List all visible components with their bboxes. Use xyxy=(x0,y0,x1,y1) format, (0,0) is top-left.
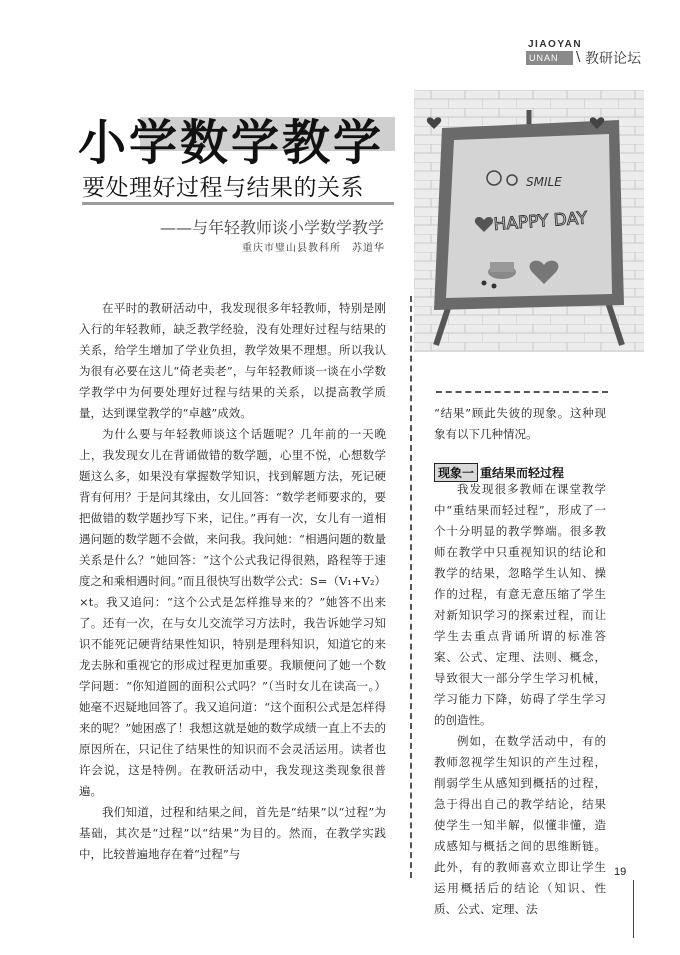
article-subtitle: ——与年轻教师谈小学数学教学 xyxy=(160,218,385,237)
section-tag: 现象一 xyxy=(434,463,478,482)
section-heading xyxy=(434,463,564,482)
header-brand-box: UNAN xyxy=(526,51,573,65)
happy-day-text: HAPPY DAY xyxy=(492,208,588,235)
column-divider xyxy=(410,296,412,878)
page-number: 19 xyxy=(614,866,627,878)
section-title: 重结果而轻过程 xyxy=(480,466,565,480)
paragraph: 在平时的教研活动中，我发现很多年轻教师，特别是刚入行的年轻教师，缺乏教学经验，没有处理好过程与结果的关系，给学生增加了学业负担，教学效果不理想。所以我认为很有必要在这儿“倚老卖老”，与年轻教师谈一谈在小学数学教学中为何要处理好过程与结果的关系，以提高教学质量，达到课堂教学的“卓越”成效。 xyxy=(79,301,386,420)
paragraph: 我们知道，过程和结果之间，首先是“结果”以“过程”为基础，其次是“过程”以“结果”为目的。然而，在教学实践中，比较普遍地存在着“过程”与 xyxy=(79,805,386,861)
dot-icon xyxy=(492,284,497,289)
header-brand-en: JIAOYAN xyxy=(528,39,583,50)
header-section-title: 教研论坛 xyxy=(585,51,641,67)
column-top-rule xyxy=(436,391,608,393)
page-number-rule xyxy=(633,880,634,938)
smile-text: SMILE xyxy=(526,175,562,189)
cake-icon xyxy=(490,262,514,272)
column-left xyxy=(79,298,386,865)
article-title: 小学数学教学 xyxy=(78,115,385,171)
title-underline xyxy=(82,202,394,205)
paragraph: “结果”顾此失彼的现象。这种现象有以下几种情况。 xyxy=(434,406,606,441)
paragraph: 例如，在数学活动中，有的教师忽视学生知识的产生过程，削弱学生从感知到概括的过程，急于得出自己的教学结论，结果使学生一知半解，似懂非懂，造成感知与概括之间的思维断链。此外，有的教师喜欢立即让学生运用概括后的结论（知识、性质、公式、定理、法 xyxy=(434,734,606,916)
article-author: 重庆市璧山县教科所 苏道华 xyxy=(242,243,385,254)
header-separator: \ xyxy=(576,50,581,65)
dot-icon xyxy=(482,281,487,286)
paragraph: 我发现很多教师在课堂教学中“重结果而轻过程”，形成了一个十分明显的教学弊端。很多教师在教学中只重视知识的结论和教学的结果，忽略学生认知、操作的过程，有意无意压缩了学生对新知识学习的探索过程，而让学生去重点背诵所谓的标准答案、公式、定理、法则、概念，导致很大一部分学生学习机械，学习能力下降，妨碍了学生学习的创造性。 xyxy=(434,482,606,727)
paragraph: 为什么要与年轻教师谈这个话题呢？几年前的一天晚上，我发现女儿在背诵做错的数学题，心里不悦，心想数学题这么多，如果没有掌握数学知识，找到解题方法，死记硬背有何用？于是问其缘由，女儿回答：“数学老师要求的，要把做错的数学题抄写下来，记住。”再有一次，女儿有一道相遇问题的数学题不会做，来问我。我问她：“相遇问题的数量关系是什么？”她回答：“这个公式我记得很熟，路程等于速度之和乘相遇时间。”而且很快写出数学公式：S=（V₁+V₂）×t。我又追问：“这个公式是怎样推导来的？”她答不出来了。还有一次，在与女儿交流学习方法时，我告诉她学习知识不能死记硬背结果性知识，特别是理科知识，知道它的来龙去脉和重视它的形成过程更加重要。我顺便问了她一个数学问题：“你知道圆的面积公式吗？”（当时女儿在读高一。）她毫不迟疑地回答了。我又追问道：“这个面积公式是怎样得来的呢？”她困惑了！我想这就是她的数学成绩一直上不去的原因所在，只记住了结果性的知识而不会灵活运用。读者也许会说，这是特例。在教研活动中，我发现这类现象很普遍。 xyxy=(79,427,386,798)
article-title-line2: 要处理好过程与结果的关系 xyxy=(82,175,364,201)
chalkboard-illustration xyxy=(414,90,644,352)
